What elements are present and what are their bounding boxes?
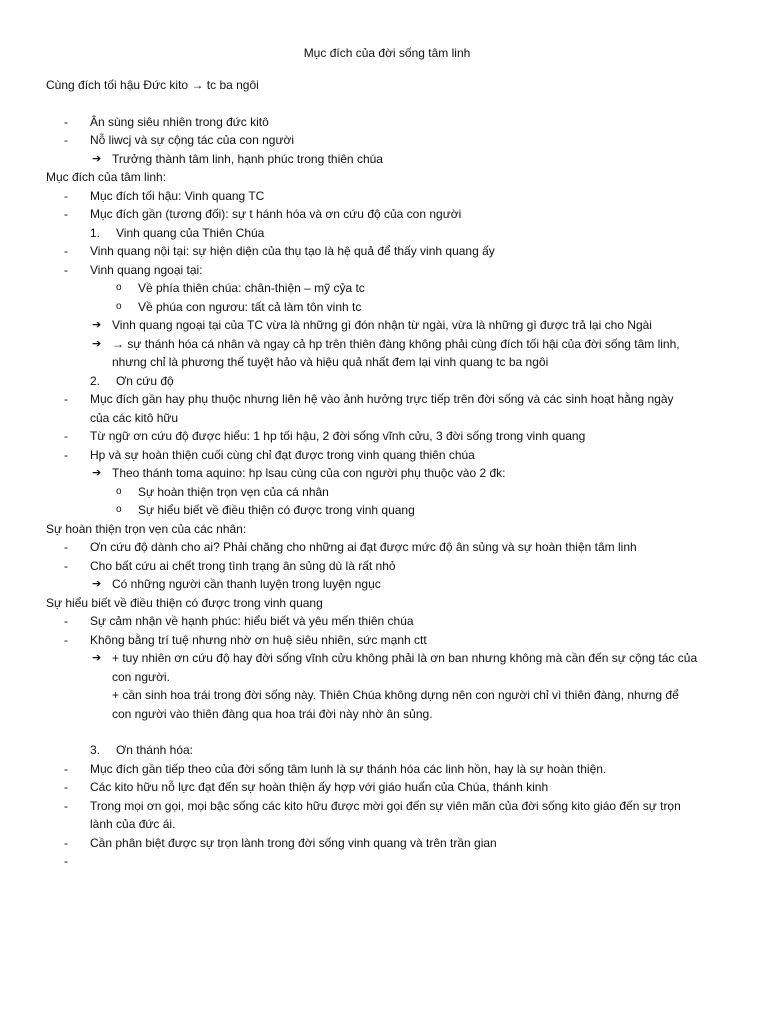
bullet-item [46, 557, 728, 576]
arrow-item [46, 150, 728, 169]
line-text: Không bằng trí tuệ nhưng nhờ ơn huệ siêu nhiên, sức mạnh ctt [90, 632, 427, 647]
line-text: Ân sùng siêu nhiên trong đức kitô [90, 114, 269, 129]
line-text: Mục đích gần (tương đối): sự t hánh hóa và ơn cứu độ của con người [90, 207, 462, 221]
section-heading [46, 168, 728, 187]
section-heading [46, 520, 728, 539]
numbered-heading [46, 224, 728, 243]
continuation-line [46, 705, 728, 724]
line-text: Sự cảm nhận về hạnh phúc: hiểu biết và yêu mến thiên chúa [90, 614, 414, 628]
bullet-item [46, 797, 728, 816]
line-text: con người. [112, 669, 170, 684]
continuation-line [46, 353, 728, 372]
line-text: Mục đích của tâm linh: [46, 170, 167, 184]
line-text: Mục đích gần hay phụ thuộc nhưng liên hệ vào ảnh hưởng trực tiếp trên đời sống và các sinh hoạt hằng ngày [90, 392, 674, 406]
bullet-item [46, 205, 728, 224]
line-text: Sự hoàn thiện trọn vẹn của các nhân: [46, 521, 247, 536]
line-text: Các kito hữu nỗ lực đạt đến sự hoàn thiện ấy hợp với giáo huấn của Chúa, thánh kinh [90, 780, 549, 794]
line-text: Vinh quang của Thiên Chúa [116, 225, 265, 240]
sub-bullet-item [46, 483, 728, 502]
line-text: lành của đức ái. [90, 817, 176, 831]
line-text: Cần phân biệt được sự trọn lành trong đời sống vinh quang và trên trần gian [90, 835, 497, 850]
document-body [46, 76, 728, 852]
line-text: của các kitô hữu [90, 410, 179, 425]
blank-line [46, 95, 728, 113]
bullet-item [46, 631, 728, 650]
continuation-line [46, 409, 728, 428]
line-text: Hp và sự hoàn thiện cuối cùng chỉ đạt được trong vinh quang thiên chúa [90, 447, 475, 462]
line-text: Cho bất cứu ai chết trong tình trạng ân sủng dù là rất nhỏ [90, 558, 396, 573]
numbered-heading [46, 372, 728, 391]
list-number: 2. [90, 373, 101, 388]
line-text: Cùng đích tối hậu Đức kito → tc ba ngôi [46, 78, 259, 92]
bullet-item [46, 261, 728, 280]
continuation-line [46, 686, 728, 705]
bullet-item [46, 446, 728, 465]
section-heading [46, 76, 728, 95]
line-text: Mục đích gần tiếp theo của đời sống tâm lunh là sự thánh hóa các linh hồn, hay là sự hoàn thiện. [90, 761, 607, 776]
sub-bullet-item [46, 501, 728, 520]
bullet-item [46, 113, 728, 132]
bullet-item [46, 778, 728, 797]
line-text: Có những người cần thanh luyện trong luyện ngục [112, 577, 381, 591]
blank-line [46, 723, 728, 741]
arrow-item [46, 316, 728, 335]
line-text: Ơn cứu độ dành cho ai? Phải chăng cho những ai đạt được mức độ ân sủng và sự hoàn thiện tâm linh [90, 540, 637, 554]
bullet-item [46, 760, 728, 779]
bullet-item [46, 538, 728, 557]
arrow-item [46, 464, 728, 483]
bullet-item [46, 131, 728, 150]
list-number: 1. [90, 225, 101, 240]
bullet-item [46, 612, 728, 631]
line-text: Vinh quang ngoại tại của TC vừa là những gì đón nhận từ ngài, vừa là những gì được trả lại cho Ngài [112, 318, 652, 332]
bullet-item [46, 834, 728, 853]
line-text: Theo thánh toma aquino: hp lsau cùng của con người phụ thuộc vào 2 đk: [112, 466, 506, 480]
line-text: Từ ngữ ơn cứu độ được hiểu: 1 hp tối hậu, 2 đời sống vĩnh cửu, 3 đời sống trong vinh quang [90, 429, 586, 443]
line-text: + tuy nhiên ơn cứu độ hay đời sống vĩnh cửu không phải là ơn ban nhưng không mà cần đến sự cộng tác của [112, 651, 698, 665]
section-heading [46, 594, 728, 613]
continuation-line [46, 668, 728, 687]
line-text: Ơn cứu độ [116, 373, 174, 388]
sub-bullet-item [46, 298, 728, 317]
numbered-heading [46, 741, 728, 760]
line-text: Trong mọi ơn gọi, mọi bậc sống các kito hữu được mời gọi đến sự viên mãn của đời sống kito giáo đến sự trọn [90, 798, 681, 813]
line-text: nhưng chỉ là phương thế tuyệt hảo và hiệu quả nhất đem lại vinh quang tc ba ngôi [112, 355, 549, 369]
line-text: Sự hiểu biết về điều thiện có được trong vinh quang [46, 595, 323, 610]
line-text: Vinh quang nội tại: sự hiện diện của thụ tạo là hệ quả để thấy vinh quang ấy [90, 244, 495, 258]
page-title: Mục đích của đời sống tâm linh [303, 46, 471, 60]
continuation-line [46, 815, 728, 834]
line-text: Mục đích tối hậu: Vinh quang TC [90, 188, 265, 203]
bullet-item [46, 242, 728, 261]
line-text: Về phía thiên chúa: chân-thiện – mỹ cỷa tc [138, 281, 365, 295]
list-number: 3. [90, 743, 101, 757]
line-text: Về phúa con ngươu: tất cả làm tôn vinh tc [138, 299, 362, 314]
line-text: + cần sinh hoa trái trong đời sống này. Thiên Chúa không dựng nên con người chỉ vì thiên đàng, nhưng để [112, 688, 679, 702]
line-text: → sự thánh hóa cá nhân và ngay cả hp trên thiên đàng không phải cùng đích tối hậi của đời sống tâm linh, [112, 336, 680, 351]
line-text: Sự hoàn thiện trọn vẹn của cá nhân [138, 484, 329, 499]
line-text: Nỗ liwcj và sự cộng tác của con người [90, 133, 295, 147]
arrow-item [46, 649, 728, 668]
sub-bullet-item [46, 279, 728, 298]
arrow-item [46, 575, 728, 594]
bullet-item [46, 427, 728, 446]
line-text: Vinh quang ngoại tại: [90, 262, 203, 277]
line-text: Sự hiểu biết về điều thiện có được trong vinh quang [138, 503, 415, 517]
line-text: con người vào thiên đàng qua hoa trái đời này nhờ ân sủng. [112, 706, 433, 721]
bullet-item [46, 390, 728, 409]
line-text: Trưởng thành tâm linh, hạnh phúc trong thiên chúa [112, 151, 383, 166]
bullet-item [46, 187, 728, 206]
line-text: Ơn thánh hóa: [116, 743, 194, 757]
arrow-item [46, 335, 728, 354]
